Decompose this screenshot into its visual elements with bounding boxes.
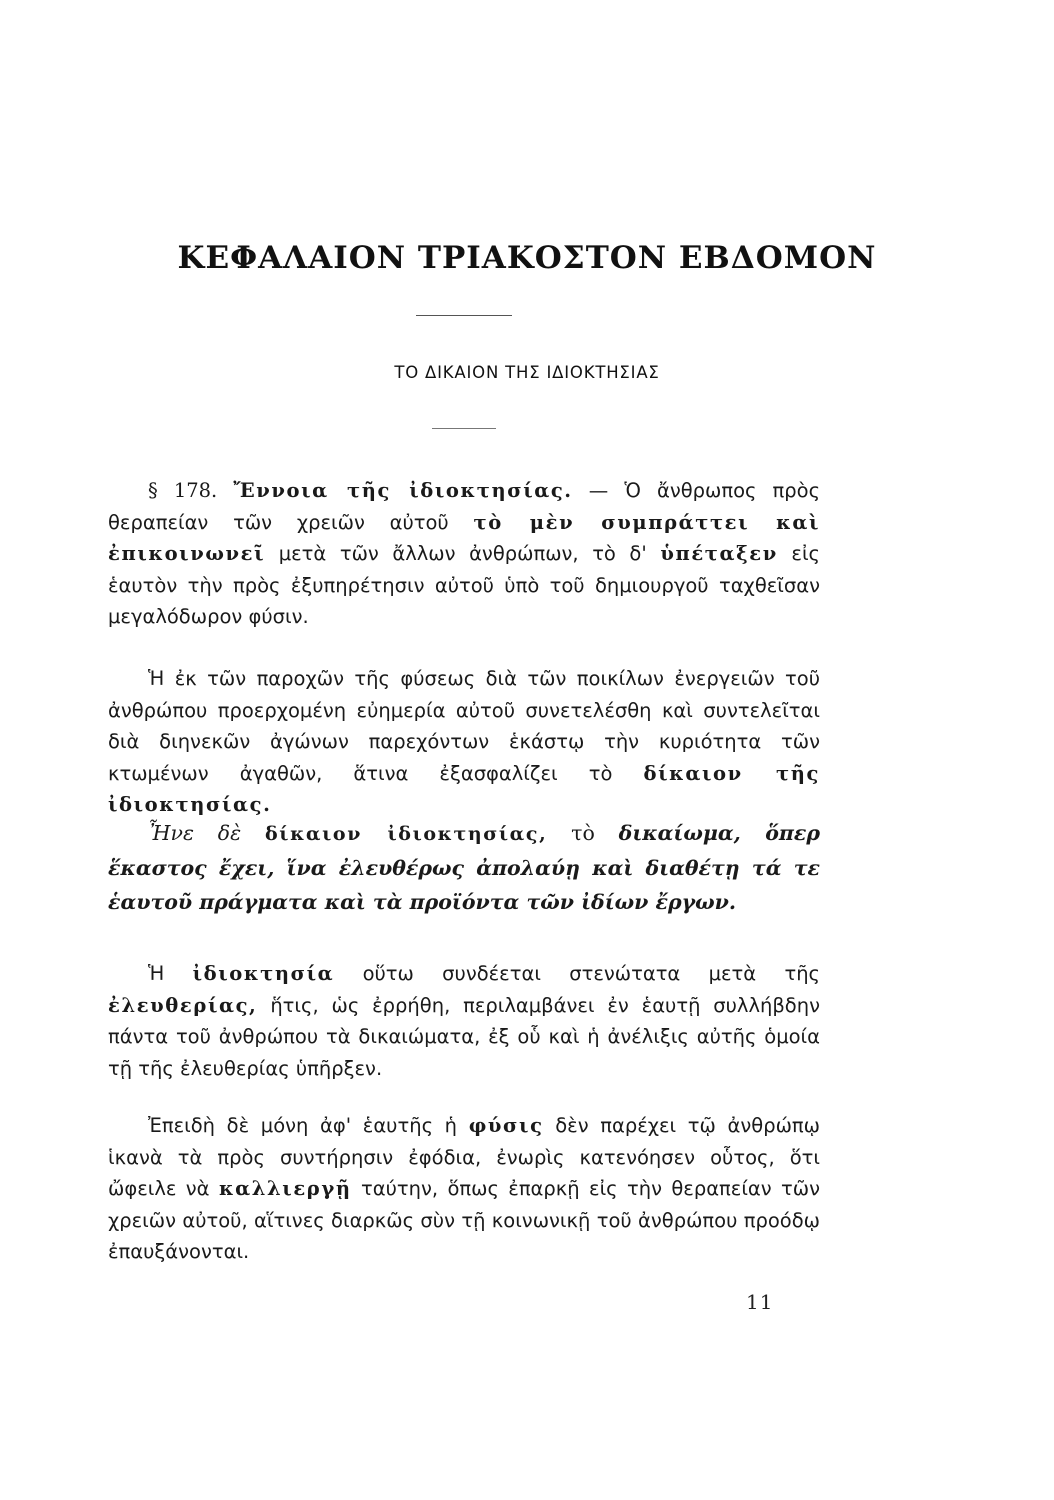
heading-dash: —	[588, 479, 609, 502]
emphasis-text: ὑπέταξεν	[660, 542, 778, 565]
section-title: ΤΟ ΔΙΚΑΙΟΝ ΤΗΣ ΙΔΙΟΚΤΗΣΙΑΣ	[394, 363, 660, 382]
section-number: § 178.	[148, 479, 218, 502]
paragraph-text: Ἐπειδὴ δὲ μόνη ἀφ' ἑαυτῆς ἡ	[148, 1114, 458, 1137]
emphasis-text: δίκαιον ἰδιοκτησίας,	[265, 823, 548, 845]
paragraph-text: εἰς ἑαυτὸν τὴν πρὸς ἐξυπηρέτησιν αὐτοῦ ὑπὸ τοῦ δημιουργοῦ ταχθεῖσαν μεγαλόδωρον φύσιν.	[108, 542, 821, 628]
emphasis-text: ἰδιοκτησία	[192, 962, 335, 985]
emphasis-text: καλλιεργῇ	[218, 1177, 352, 1200]
paragraph-1	[108, 475, 820, 633]
paragraph-text: μετὰ τῶν ἄλλων ἀνθρώπων, τὸ δ'	[278, 542, 647, 565]
paragraph-3	[108, 816, 820, 919]
paragraph-text: ἥτις, ὡς ἐρρήθη, περιλαμβάνει ἐν ἑαυτῇ συλλήβδην πάντα τοῦ ἀνθρώπου τὰ δικαιώματα, ἐξ οὗ καὶ ἡ ἀνέλιξις αὐτῆς ὁμοία τῇ τῆς ἐλευθερίας ὑπῆρξεν.	[108, 993, 820, 1080]
paragraph-text: Ἦνε δὲ	[148, 821, 242, 845]
paragraph-text: δὲν παρέχει τῷ ἀνθρώπῳ ἱκανὰ τὰ πρὸς συντήρησιν ἐφόδια, ἐνωρὶς κατενόησεν οὗτος, ὅτι ὤφειλε νὰ	[108, 1114, 820, 1200]
emphasis-text: τὸ μὲν συμπράττει καὶ ἐπικοινωνεῖ	[108, 510, 820, 565]
title-divider	[416, 315, 512, 316]
paragraph-text: Ἡ ἐκ τῶν παροχῶν τῆς φύσεως διὰ τῶν ποικίλων ἐνεργειῶν τοῦ ἀνθρώπου προερχομένη εὐημερία αὐτοῦ συνετελέσθη καὶ συντελεῖται διὰ διηνεκῶν ἀγώνων παρεχόντων ἑκάστῳ τὴν κυριότητα τῶν κτωμένων ἀγαθῶν, ἅτινα ἐξασφαλίζει τὸ	[108, 667, 820, 785]
paragraph-text: οὕτω συνδέεται στενώτατα μετὰ τῆς	[362, 962, 821, 985]
paragraph-4	[108, 958, 820, 1084]
emphasis-text: ἐλευθερίας,	[108, 993, 258, 1017]
chapter-title: ΚΕΦΑΛΑΙΟΝ ΤΡΙΑΚΟΣΤΟΝ ΕΒΔΟΜΟΝ	[177, 240, 877, 276]
section-heading: Ἔννοια τῆς ἰδιοκτησίας.	[233, 479, 573, 502]
paragraph-text: ταύτην, ὅπως ἐπαρκῇ εἰς τὴν θεραπείαν τῶν χρειῶν αὐτοῦ, αἵτινες διαρκῶς σὺν τῇ κοινωνικῇ τοῦ ἀνθρώπου προόδῳ ἐπαυξάνονται.	[108, 1177, 821, 1263]
section-divider	[432, 428, 496, 429]
emphasis-text: φύσις	[468, 1114, 544, 1137]
paragraph-text: Ἡ	[148, 962, 165, 985]
paragraph-text: Ὁ ἄνθρωπος πρὸς θεραπείαν τῶν χρειῶν αὐτοῦ	[108, 479, 821, 534]
paragraph-2	[108, 663, 820, 821]
paragraph-5	[108, 1110, 820, 1268]
definition-text: δικαίωμα, ὅπερ ἕκαστος ἔχει, ἵνα ἐλευθέρως ἀπολαύῃ καὶ διαθέτῃ τά τε ἑαυτοῦ πράγματα καὶ τὰ προϊόντα τῶν ἰδίων ἔργων.	[108, 821, 820, 914]
page-number: 11	[746, 1290, 774, 1314]
emphasis-text: δίκαιον τῆς ἰδιοκτησίας.	[108, 761, 820, 816]
paragraph-text: τὸ	[571, 821, 595, 845]
